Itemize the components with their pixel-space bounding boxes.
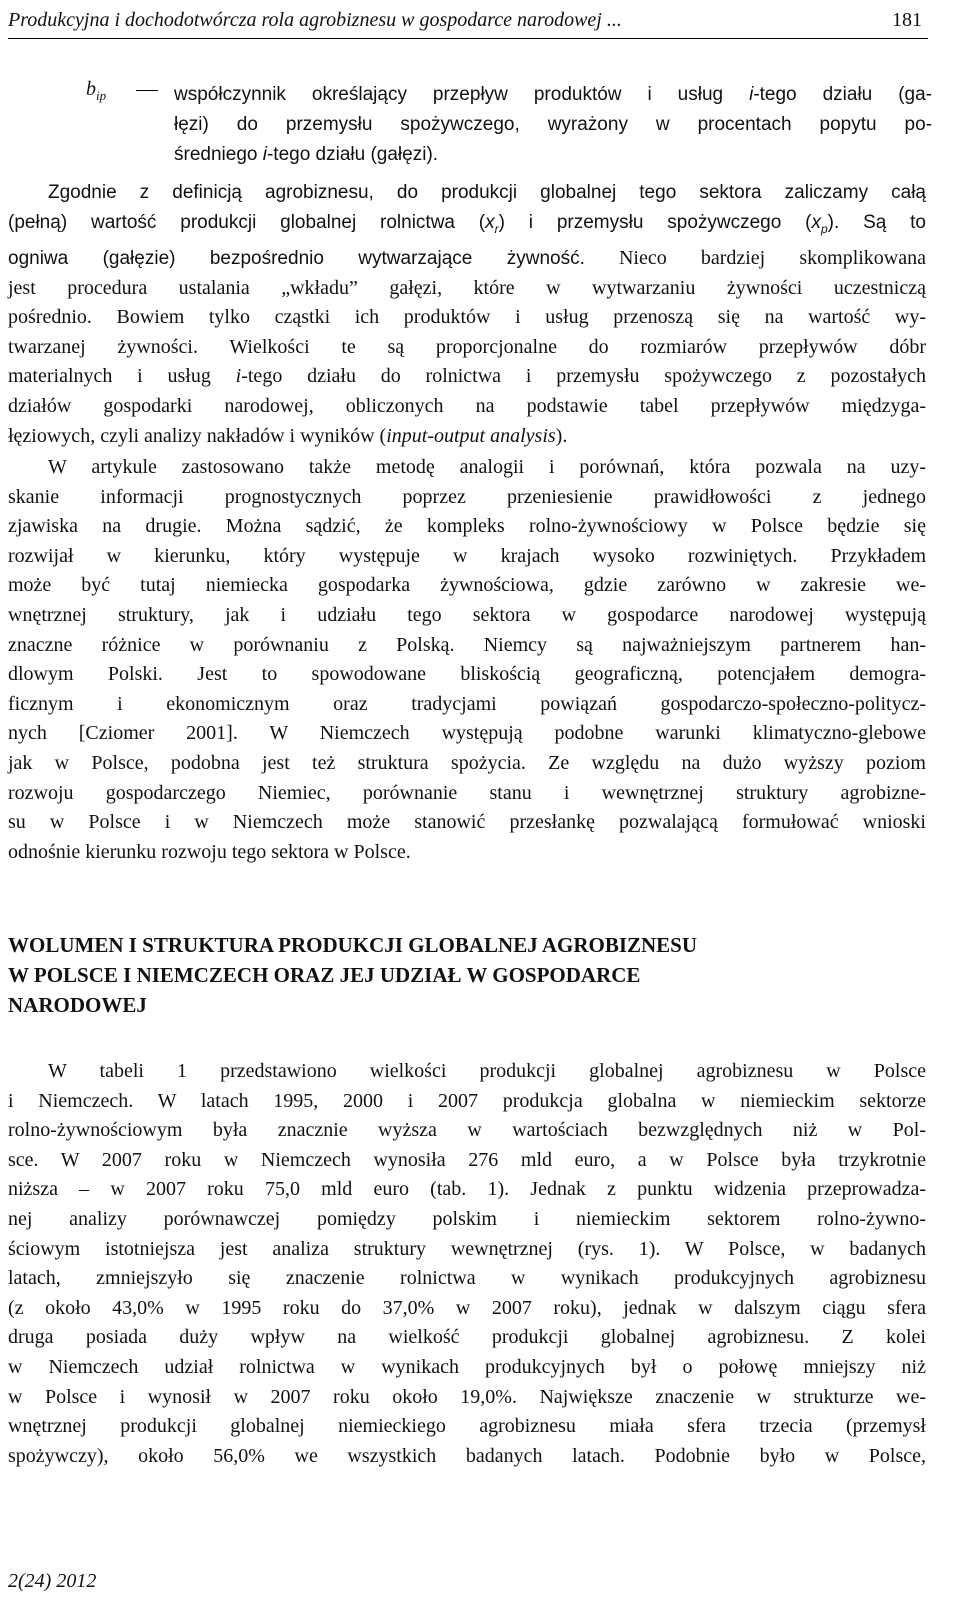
paragraph-table-1-discussion: [8, 1057, 926, 1471]
paragraph-line: ściowym istotniejsza jest analiza struktury wewnętrznej (rys. 1). W Polsce, w badanych: [8, 1237, 926, 1260]
paragraph-definition-agribusiness: [8, 178, 926, 451]
paragraph-line: skanie informacji prognostycznych poprzez przeniesienie prawidłowości z jednego: [8, 485, 926, 508]
paragraph-line: materialnych i usług i-tego działu do rolnictwa i przemysłu spożywczego z pozostałych: [8, 365, 926, 388]
definition-text: [174, 80, 932, 170]
paragraph-line: nej analizy porównawczej pomiędzy polskim i niemieckim sektorem rolno-żywno-: [8, 1207, 926, 1230]
paragraph-line: wnętrznej produkcji globalnej niemieckiego agrobiznesu miała sfera trzecia (przemysł: [8, 1415, 926, 1438]
paragraph-line: (pełną) wartość produkcji globalnej rolnictwa $(x_r)$ i przemysłu spożywczego $(x_p)$. Są to: [8, 211, 927, 236]
paragraph-line: odnośnie kierunku rozwoju tego sektora w Polsce.: [8, 840, 411, 863]
definition-symbol: $b_{ip}$: [86, 78, 107, 103]
paragraph-line: rolno-żywnościowym była znacznie wyższa w wartościach bezwzględnych niż w Pol-: [8, 1119, 926, 1142]
paragraph-line: Zgodnie z definicją agrobiznesu, do produkcji globalnej tego sektora zaliczamy całą: [48, 182, 926, 203]
paragraph-line: su w Polsce i w Niemczech może stanowić przesłankę pozwalającą formułować wnioski: [8, 811, 926, 834]
paragraph-line: niższa – w 2007 roku 75,0 mld euro (tab. 1). Jednak z punktu widzenia przeprowadza-: [8, 1178, 926, 1201]
footer-issue-number: 2(24) 2012: [8, 1570, 97, 1592]
paragraph-line: wnętrznej struktury, jak i udziału tego sektora w gospodarce narodowej występują: [8, 603, 926, 626]
definition-line: współczynnik określający przepływ produktów i usług i-tego działu (ga-: [174, 84, 932, 105]
running-title: Produkcyjna i dochodotwórcza rola agrobiznesu w gospodarce narodowej ...: [8, 9, 622, 31]
paragraph-line: jak w Polsce, podobna jest też struktura spożycia. Ze względu na dużo wyższy poziom: [8, 751, 926, 774]
paragraph-line: nych [Cziomer 2001]. W Niemczech występują podobne warunki klimatyczno-glebowe: [8, 722, 926, 745]
paragraph-line: w Niemczech udział rolnictwa w wynikach produkcyjnych był o połowę mniejszy niż: [8, 1355, 926, 1378]
paragraph-line: w Polsce i wynosił w 2007 roku około 19,0%. Największe znaczenie w strukturze we-: [8, 1385, 926, 1408]
paragraph-line: latach, zmniejszyło się znaczenie rolnictwa w wynikach produkcyjnych agrobiznesu: [8, 1267, 926, 1290]
paragraph-line: jest procedura ustalania „wkładu” gałęzi, które w wytwarzaniu żywności uczestniczą: [8, 276, 926, 299]
paragraph-analogy-method: [8, 453, 926, 867]
paragraph-line: i Niemczech. W latach 1995, 2000 i 2007 produkcja globalna w niemieckim sektorze: [8, 1089, 926, 1112]
paragraph-line: sce. W 2007 roku w Niemczech wynosiła 276 mld euro, a w Polsce była trzykrotnie: [8, 1148, 926, 1171]
paragraph-line: pośrednio. Bowiem tylko cząstki ich produktów i usług przenoszą się na wartość wy-: [8, 306, 926, 329]
paragraph-line: twarzanej żywności. Wielkości te są proporcjonalne do rozmiarów przepływów dóbr: [8, 335, 926, 358]
paragraph-line: znaczne różnice w porównaniu z Polską. Niemcy są najważniejszym partnerem han-: [8, 633, 926, 656]
definition-line: średniego i-tego działu (gałęzi).: [174, 144, 439, 165]
definition-dash: [136, 90, 158, 91]
page-number: 181: [892, 9, 922, 31]
paragraph-line: działów gospodarki narodowej, obliczonych na podstawie tabel przepływów międzyga-: [8, 394, 926, 417]
paragraph-line: zjawiska na drugie. Można sądzić, że kompleks rolno-żywnościowy w Polsce będzie się: [8, 515, 926, 538]
paragraph-line: W artykule zastosowano także metodę analogii i porównań, która pozwala na uzy-: [48, 456, 926, 478]
paragraph-line: łęziowych, czyli analizy nakładów i wyników (input-output analysis).: [8, 424, 568, 447]
section-heading-line: NARODOWEJ: [8, 993, 147, 1017]
paragraph-line: spożywczy), około 56,0% we wszystkich badanych latach. Podobnie było w Polsce,: [8, 1444, 926, 1467]
paragraph-line: rozwoju gospodarczego Niemiec, porównanie stanu i wewnętrznej struktury agrobizne-: [8, 781, 926, 804]
paragraph-line: ficznym i ekonomicznym oraz tradycjami powiązań gospodarczo-społeczno-politycz-: [8, 692, 926, 715]
paragraph-line: W tabeli 1 przedstawiono wielkości produkcji globalnej agrobiznesu w Polsce: [48, 1060, 926, 1082]
paragraph-line: dlowym Polski. Jest to spowodowane bliskością geograficzną, potencjałem demogra-: [8, 663, 926, 686]
paragraph-line: ogniwa (gałęzie) bezpośrednio wytwarzające żywność. Nieco bardziej skomplikowana: [8, 246, 926, 269]
section-heading: [8, 930, 926, 1020]
paragraph-line: druga posiada duży wpływ na wielkość produkcji globalnej agrobiznesu. Z kolei: [8, 1326, 926, 1349]
paragraph-line: (z około 43,0% w 1995 roku do 37,0% w 2007 roku), jednak w dalszym ciągu sfera: [8, 1296, 926, 1319]
definition-line: łęzi) do przemysłu spożywczego, wyrażony w procentach popytu po-: [174, 114, 932, 135]
paragraph-line: może być tutaj niemiecka gospodarka żywnościowa, gdzie zarówno w zakresie we-: [8, 574, 926, 597]
section-heading-line: WOLUMEN I STRUKTURA PRODUKCJI GLOBALNEJ AGROBIZNESU: [8, 933, 698, 957]
running-header: [8, 6, 928, 39]
paragraph-line: rozwijał w kierunku, który występuje w krajach wysoko rozwiniętych. Przykładem: [8, 544, 926, 567]
section-heading-line: W POLSCE I NIEMCZECH ORAZ JEJ UDZIAŁ W GOSPODARCE: [8, 963, 641, 987]
